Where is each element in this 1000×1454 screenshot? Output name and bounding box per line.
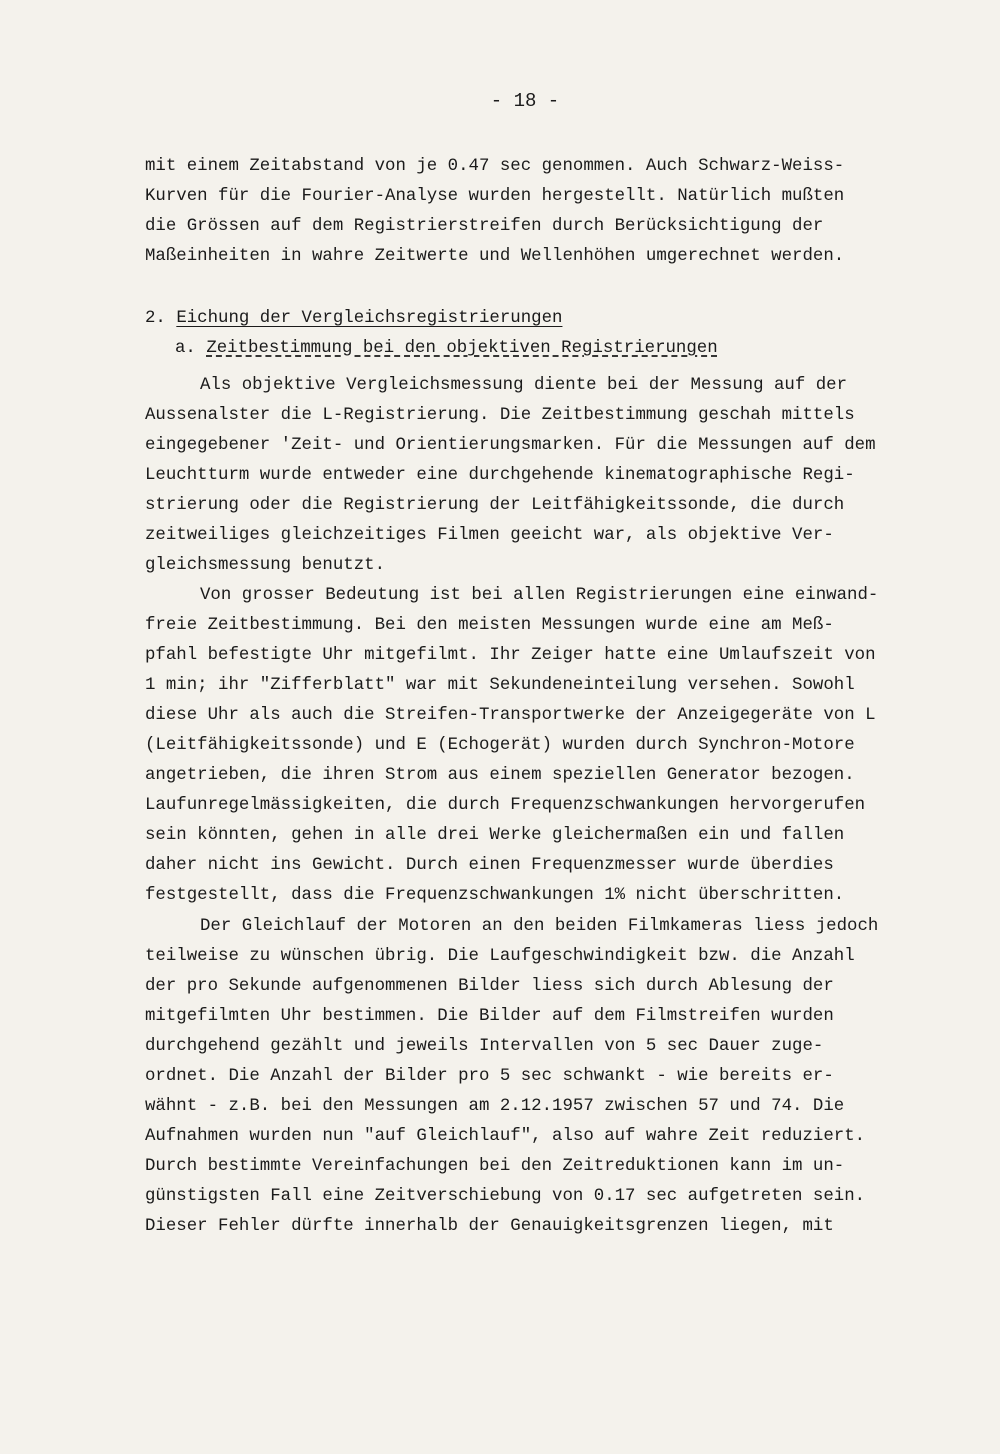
text-line: 1 min; ihr "Zifferblatt" war mit Sekundeneinteilung versehen. Sowohl (145, 676, 855, 695)
text-line: daher nicht ins Gewicht. Durch einen Frequenzmesser wurde überdies (145, 856, 834, 875)
text-line: Leuchtturm wurde entweder eine durchgehende kinematographische Regi- (145, 466, 855, 485)
text-line: zeitweiliges gleichzeitiges Filmen geeicht war, als objektive Ver- (145, 526, 834, 545)
subsection-letter: a. (175, 339, 196, 358)
text-line: Durch bestimmte Vereinfachungen bei den Zeitreduktionen kann im un- (145, 1157, 845, 1176)
text-line: Aufnahmen wurden nun "auf Gleichlauf", also auf wahre Zeit reduziert. (145, 1127, 866, 1146)
section-number: 2. (145, 309, 166, 328)
section-heading (145, 309, 562, 329)
text-line: Maßeinheiten in wahre Zeitwerte und Wellenhöhen umgerechnet werden. (145, 247, 845, 266)
text-line: Der Gleichlauf der Motoren an den beiden Filmkameras liess jedoch (200, 917, 879, 936)
text-line: festgestellt, dass die Frequenzschwankungen 1% nicht überschritten. (145, 886, 845, 905)
text-line: Als objektive Vergleichsmessung diente bei der Messung auf der (200, 376, 848, 395)
text-line: sein könnten, gehen in alle drei Werke gleichermaßen ein und fallen (145, 826, 845, 845)
text-line: günstigsten Fall eine Zeitverschiebung von 0.17 sec aufgetreten sein. (145, 1187, 866, 1206)
section-title: Eichung der Vergleichsregistrierungen (176, 309, 563, 328)
text-line: mit einem Zeitabstand von je 0.47 sec genommen. Auch Schwarz-Weiss- (145, 157, 845, 176)
text-line: eingegebener 'Zeit- und Orientierungsmarken. Für die Messungen auf dem (145, 436, 876, 455)
text-line: mitgefilmten Uhr bestimmen. Die Bilder auf dem Filmstreifen wurden (145, 1007, 834, 1026)
text-line: ordnet. Die Anzahl der Bilder pro 5 sec schwankt - wie bereits er- (145, 1067, 834, 1086)
page-number: - 18 - (490, 90, 560, 112)
text-line: gleichsmessung benutzt. (145, 556, 386, 575)
text-line: Kurven für die Fourier-Analyse wurden hergestellt. Natürlich mußten (145, 187, 845, 206)
text-line: Von grosser Bedeutung ist bei allen Registrierungen eine einwand- (200, 586, 879, 605)
text-line: Aussenalster die L-Registrierung. Die Zeitbestimmung geschah mittels (145, 406, 855, 425)
text-line: Dieser Fehler dürfte innerhalb der Genauigkeitsgrenzen liegen, mit (145, 1217, 834, 1236)
text-line: diese Uhr als auch die Streifen-Transportwerke der Anzeigegeräte von L (145, 706, 876, 725)
text-line: die Grössen auf dem Registrierstreifen durch Berücksichtigung der (145, 217, 824, 236)
text-line: strierung oder die Registrierung der Leitfähigkeitssonde, die durch (145, 496, 845, 515)
text-line: durchgehend gezählt und jeweils Intervallen von 5 sec Dauer zuge- (145, 1037, 824, 1056)
text-line: pfahl befestigte Uhr mitgefilmt. Ihr Zeiger hatte eine Umlaufszeit von (145, 646, 876, 665)
text-line: teilweise zu wünschen übrig. Die Laufgeschwindigkeit bzw. die Anzahl (145, 947, 855, 966)
text-line: freie Zeitbestimmung. Bei den meisten Messungen wurde eine am Meß- (145, 616, 834, 635)
text-line: angetrieben, die ihren Strom aus einem speziellen Generator bezogen. (145, 766, 855, 785)
text-line: der pro Sekunde aufgenommenen Bilder liess sich durch Ablesung der (145, 977, 834, 996)
text-line: (Leitfähigkeitssonde) und E (Echogerät) wurden durch Synchron-Motore (145, 736, 855, 755)
text-line: Laufunregelmässigkeiten, die durch Frequenzschwankungen hervorgerufen (145, 796, 866, 815)
subsection-title: Zeitbestimmung bei den objektiven Registrierungen (206, 339, 718, 358)
subsection-heading (175, 339, 718, 359)
text-line: wähnt - z.B. bei den Messungen am 2.12.1957 zwischen 57 und 74. Die (145, 1097, 845, 1116)
